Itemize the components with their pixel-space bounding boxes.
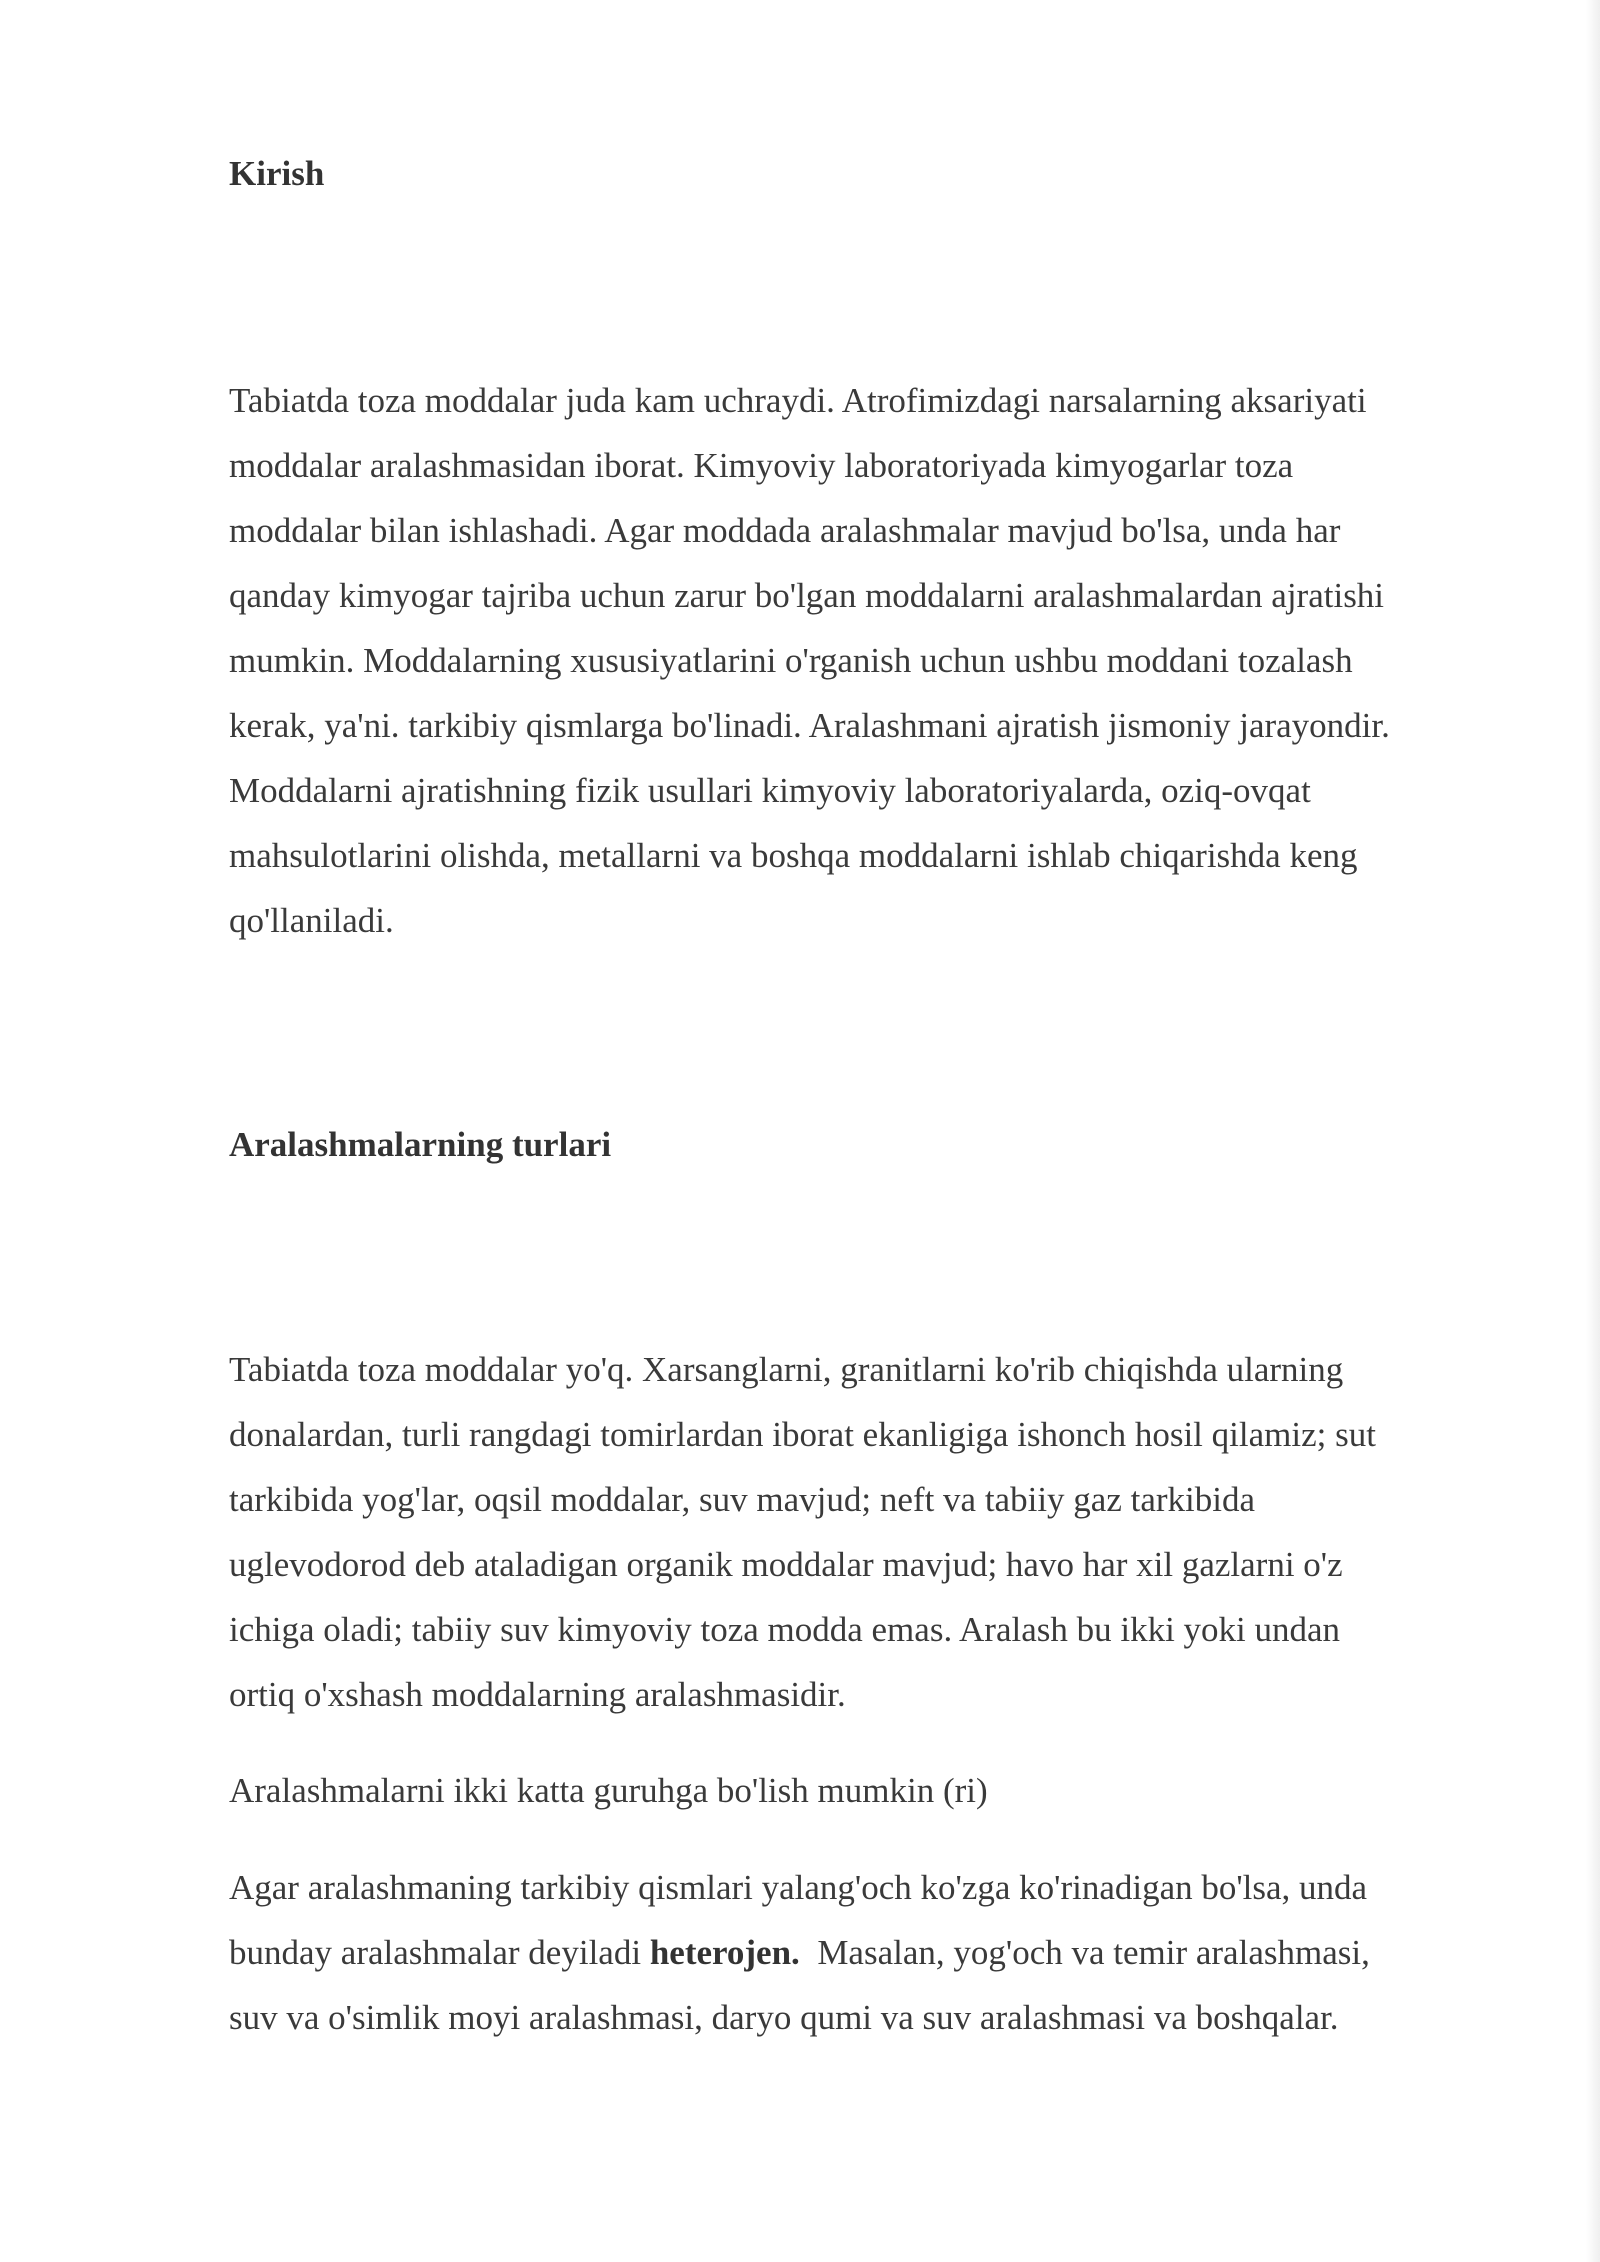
text-line: Tabiatda toza moddalar yo'q. Xarsanglarni, granitlarni ko'rib chiqishda ularning <box>229 1350 1344 1389</box>
paragraph-heterogeneous <box>229 1855 1519 2050</box>
text-line: mumkin. Moddalarning xususiyatlarini o'rganish uchun ushbu moddani tozalash <box>229 641 1353 680</box>
text-line <box>229 1920 1519 1985</box>
text-line: suv va o'simlik moyi aralashmasi, daryo qumi va suv aralashmasi va boshqalar. <box>229 1998 1339 2037</box>
text-line: uglevodorod deb ataladigan organik moddalar mavjud; havo har xil gazlarni o'z <box>229 1545 1343 1584</box>
text-line: moddalar aralashmasidan iborat. Kimyoviy laboratoriyada kimyogarlar toza <box>229 446 1294 485</box>
paragraph-groups <box>229 1758 1519 1823</box>
text-line: tarkibida yog'lar, oqsil moddalar, suv mavjud; neft va tabiiy gaz tarkibida <box>229 1480 1256 1519</box>
text-line: kerak, ya'ni. tarkibiy qismlarga bo'linadi. Aralashmani ajratish jismoniy jarayondir. <box>229 706 1390 745</box>
text-fragment: Masalan, yog'och va temir aralashmasi, <box>799 1933 1370 1972</box>
text-line: Aralashmalarni ikki katta guruhga bo'lish mumkin (ri) <box>229 1771 988 1810</box>
page-edge-shadow <box>1586 0 1600 2262</box>
heading-kirish: Kirish <box>229 154 325 193</box>
text-line: qanday kimyogar tajriba uchun zarur bo'lgan moddalarni aralashmalardan ajratishi <box>229 576 1385 615</box>
text-line: ichiga oladi; tabiiy suv kimyoviy toza modda emas. Aralash bu ikki yoki undan <box>229 1610 1341 1649</box>
bold-term-heterojen: heterojen. <box>649 1933 800 1972</box>
text-line: ortiq o'xshash moddalarning aralashmasidir. <box>229 1675 846 1714</box>
text-line: qo'llaniladi. <box>229 901 394 940</box>
text-line: moddalar bilan ishlashadi. Agar moddada aralashmalar mavjud bo'lsa, unda har <box>229 511 1341 550</box>
text-line: Tabiatda toza moddalar juda kam uchraydi. Atrofimizdagi narsalarning aksariyati <box>229 381 1367 420</box>
text-line: mahsulotlarini olishda, metallarni va boshqa moddalarni ishlab chiqarishda keng <box>229 836 1358 875</box>
paragraph-introduction <box>229 368 1519 953</box>
heading-mixture-types: Aralashmalarning turlari <box>229 1125 612 1164</box>
paragraph-mixtures <box>229 1337 1519 1727</box>
text-line: Agar aralashmaning tarkibiy qismlari yalang'och ko'zga ko'rinadigan bo'lsa, unda <box>229 1868 1368 1907</box>
text-line: donalardan, turli rangdagi tomirlardan iborat ekanligiga ishonch hosil qilamiz; sut <box>229 1415 1376 1454</box>
text-fragment: bunday aralashmalar deyiladi <box>229 1933 650 1972</box>
text-line: Moddalarni ajratishning fizik usullari kimyoviy laboratoriyalarda, oziq-ovqat <box>229 771 1311 810</box>
